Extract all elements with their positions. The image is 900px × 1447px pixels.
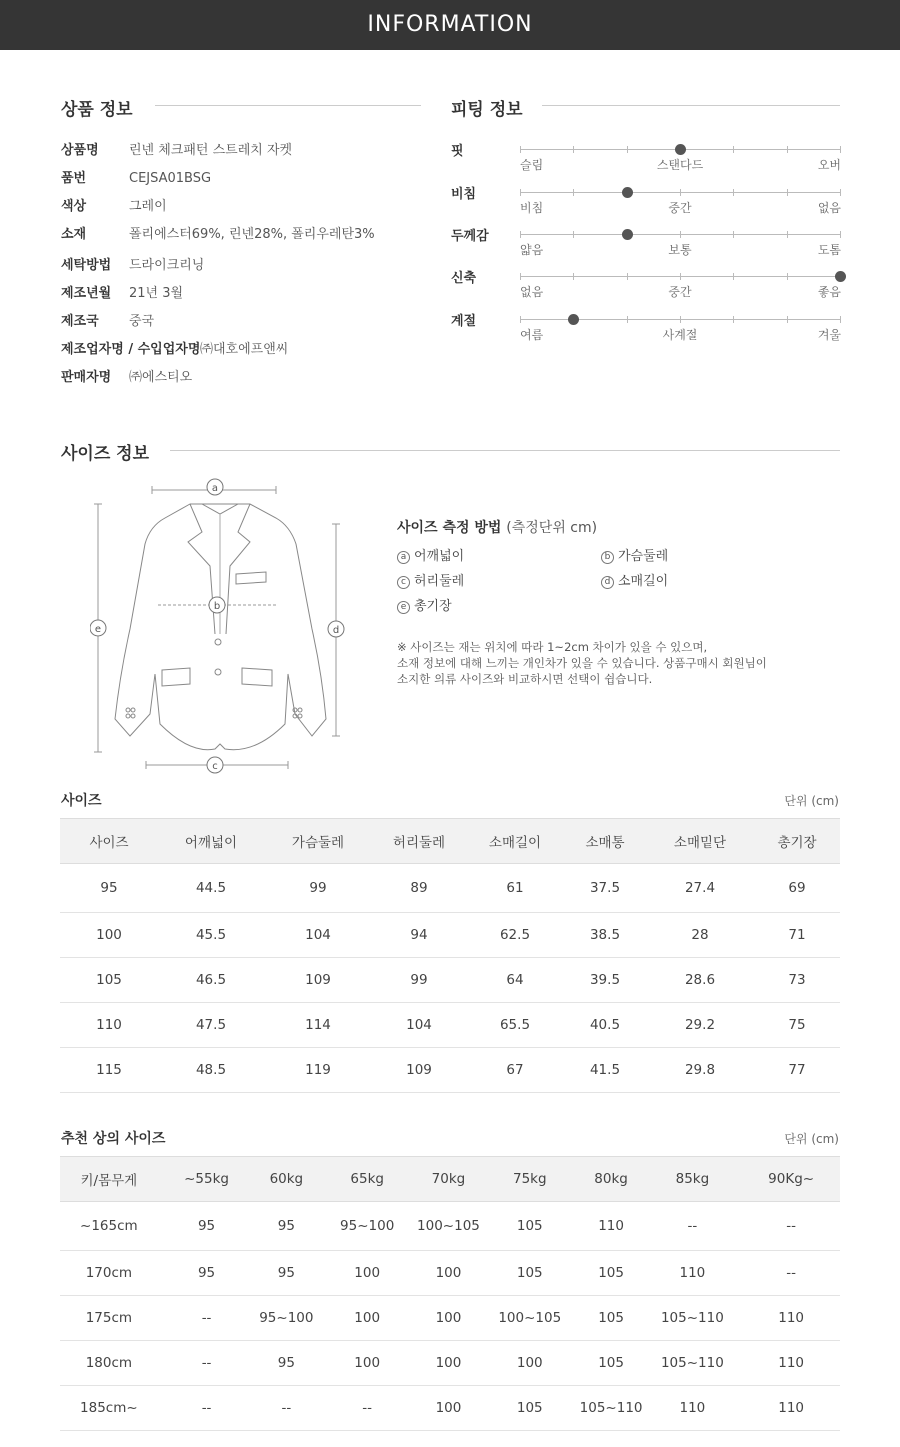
size-table-cell: 40.5 [564, 1003, 646, 1048]
size-table-header-cell: 총기장 [754, 819, 840, 864]
fitting-scale-tick [787, 146, 788, 153]
size-table-cell: 99 [372, 958, 466, 1003]
size-table-cell: 89 [372, 864, 466, 913]
product-info-row [61, 340, 421, 360]
size-table-cell: 119 [264, 1048, 372, 1093]
fitting-scale-tick [680, 316, 681, 323]
size-table-row [60, 1048, 840, 1093]
recommend-table-cell: 100 [417, 1296, 480, 1341]
product-info-value: ㈜대호에프앤씨 [200, 342, 289, 357]
size-table-unit: 단위 (cm) [784, 794, 839, 808]
size-info-title: 사이즈 정보 [61, 444, 150, 464]
fitting-scale-mid: 중간 [668, 285, 692, 299]
fitting-scale-tick [733, 231, 734, 238]
size-table-cell: 95 [60, 864, 158, 913]
recommend-table-cell: -- [158, 1386, 256, 1431]
size-table-cell: 28 [646, 913, 754, 958]
size-table-cell: 41.5 [564, 1048, 646, 1093]
diagram-mark-c: c [212, 761, 218, 772]
size-table-cell: 75 [754, 1003, 840, 1048]
size-table-row [60, 1003, 840, 1048]
size-table-cell: 104 [264, 913, 372, 958]
fitting-label: 비침 [451, 187, 477, 202]
size-table-cell: 73 [754, 958, 840, 1003]
size-table-cell: 48.5 [158, 1048, 264, 1093]
recommend-table-cell: 95 [255, 1202, 317, 1251]
fitting-level-dot [622, 229, 633, 240]
recommend-table-cell: 100 [317, 1296, 417, 1341]
fitting-scale-tick [627, 146, 628, 153]
size-info-divider [170, 450, 840, 451]
size-table [60, 818, 840, 1093]
recommend-table-header-cell: 60kg [255, 1157, 317, 1202]
product-info-row [61, 197, 421, 217]
product-info-row [61, 141, 421, 161]
recommend-table-cell: 100 [317, 1251, 417, 1296]
fitting-row [451, 183, 841, 223]
recommend-table-cell: 100 [317, 1341, 417, 1386]
fitting-level-dot [568, 314, 579, 325]
product-info-value: 드라이크리닝 [129, 258, 205, 273]
measure-item [397, 545, 464, 564]
size-table-cell: 99 [264, 864, 372, 913]
recommend-table-cell: 105 [480, 1202, 580, 1251]
measure-item [397, 595, 452, 614]
product-info-value: 그레이 [129, 199, 167, 214]
product-info-value: 린넨 체크패턴 스트레치 자켓 [129, 143, 293, 158]
recommend-table-cell: ~165cm [60, 1202, 158, 1251]
fitting-row [451, 310, 841, 350]
fitting-scale-right: 도톰 [817, 243, 841, 257]
fitting-label: 핏 [451, 144, 464, 159]
recommend-table-row [60, 1251, 840, 1296]
measure-label: 총기장 [414, 599, 452, 614]
size-table-cell: 104 [372, 1003, 466, 1048]
size-note-line: ※ 사이즈는 재는 위치에 따라 1~2cm 차이가 있을 수 있으며, [397, 640, 708, 654]
recommend-table-cell: 100~105 [417, 1202, 480, 1251]
product-info-label: 상품명 [61, 143, 99, 158]
product-info-row [61, 312, 421, 332]
size-table-header-cell: 어깨넓이 [158, 819, 264, 864]
measure-mark: e [397, 601, 410, 614]
diagram-mark-a: a [211, 483, 219, 494]
fitting-scale-left: 여름 [520, 328, 544, 342]
product-info-value: CEJSA01BSG [129, 171, 212, 186]
size-table-cell: 77 [754, 1048, 840, 1093]
recommend-table-header-cell: 85kg [643, 1157, 743, 1202]
recommend-table-cell: 100 [417, 1386, 480, 1431]
fitting-scale-tick [787, 273, 788, 280]
size-table-cell: 62.5 [466, 913, 564, 958]
fitting-label: 두께감 [451, 229, 489, 244]
recommend-table-row [60, 1296, 840, 1341]
size-table-cell: 37.5 [564, 864, 646, 913]
product-info-row [61, 284, 421, 304]
recommend-table-cell: -- [158, 1296, 256, 1341]
fitting-scale-tick [680, 189, 681, 196]
size-table-header-cell: 소매통 [564, 819, 646, 864]
fitting-scale-tick [840, 231, 841, 238]
recommend-table-cell: -- [158, 1341, 256, 1386]
header-title: INFORMATION [367, 12, 533, 37]
recommend-table-cell: 100~105 [480, 1296, 580, 1341]
size-table-cell: 28.6 [646, 958, 754, 1003]
size-table-header-cell: 소매길이 [466, 819, 564, 864]
product-info-label: 색상 [61, 199, 87, 214]
size-table-cell: 71 [754, 913, 840, 958]
size-table-title: 사이즈 [61, 793, 102, 809]
fitting-scale-right: 오버 [817, 158, 841, 172]
jacket-diagram [90, 474, 360, 774]
recommend-table-cell: -- [255, 1386, 317, 1431]
product-info-title: 상품 정보 [61, 100, 133, 120]
fitting-scale-tick [520, 189, 521, 196]
size-table-cell: 115 [60, 1048, 158, 1093]
recommend-table-header-cell: 70kg [417, 1157, 480, 1202]
fitting-scale-tick [520, 273, 521, 280]
fitting-scale-tick [520, 146, 521, 153]
size-table-row [60, 864, 840, 913]
recommend-table-cell: 105 [580, 1251, 643, 1296]
fitting-scale-tick [573, 273, 574, 280]
fitting-scale-tick [787, 316, 788, 323]
size-note-line: 소재 정보에 대해 느끼는 개인차가 있을 수 있습니다. 상품구매시 회원님이 [397, 656, 767, 670]
product-info-divider [155, 105, 421, 106]
fitting-scale-tick [573, 189, 574, 196]
size-table-cell: 94 [372, 913, 466, 958]
product-info-row [61, 368, 421, 388]
recommend-table-header-cell: 90Kg~ [742, 1157, 840, 1202]
fitting-scale-tick [573, 146, 574, 153]
recommend-table-cell: 110 [742, 1386, 840, 1431]
product-info-value: ㈜에스티오 [129, 370, 193, 385]
fitting-level-dot [675, 144, 686, 155]
product-info-value: 중국 [129, 314, 155, 329]
product-info-label: 품번 [61, 171, 87, 186]
recommend-table-cell: 105~110 [580, 1386, 643, 1431]
fitting-label: 계절 [451, 314, 477, 329]
fitting-level-dot [835, 271, 846, 282]
recommend-table-cell: -- [643, 1202, 743, 1251]
fitting-scale-tick [840, 189, 841, 196]
recommend-table-cell: 100 [417, 1251, 480, 1296]
recommend-table-cell: 95 [255, 1341, 317, 1386]
measure-label: 허리둘레 [414, 574, 465, 589]
recommend-table-cell: 110 [643, 1251, 743, 1296]
measure-mark: d [601, 576, 614, 589]
fitting-info-divider [542, 105, 840, 106]
size-table-cell: 64 [466, 958, 564, 1003]
size-table-cell: 105 [60, 958, 158, 1003]
fitting-label: 신축 [451, 271, 477, 286]
fitting-scale-tick [840, 146, 841, 153]
recommend-table-row [60, 1202, 840, 1251]
recommend-table-cell: 105 [580, 1296, 643, 1341]
size-table-cell: 110 [60, 1003, 158, 1048]
product-info-label: 제조국 [61, 314, 99, 329]
diagram-mark-d: d [332, 625, 340, 636]
fitting-scale-tick [627, 273, 628, 280]
fitting-scale-track [520, 319, 840, 320]
recommend-table-cell: 110 [742, 1296, 840, 1341]
size-table-cell: 61 [466, 864, 564, 913]
product-info-value: 폴리에스터69%, 린넨28%, 폴리우레탄3% [129, 227, 375, 242]
recommend-table-cell: 95~100 [255, 1296, 317, 1341]
fitting-scale-tick [733, 316, 734, 323]
product-info-row [61, 256, 421, 276]
product-info-label: 세탁방법 [61, 258, 112, 273]
diagram-mark-b: b [213, 601, 221, 612]
size-note [397, 639, 767, 687]
size-table-cell: 27.4 [646, 864, 754, 913]
recommend-table-unit: 단위 (cm) [784, 1132, 839, 1146]
recommend-table-title: 추천 상의 사이즈 [61, 1131, 166, 1147]
fitting-scale-left: 비침 [520, 201, 544, 215]
size-note-line: 소지한 의류 사이즈와 비교하시면 선택이 쉽습니다. [397, 672, 653, 686]
size-table-cell: 29.2 [646, 1003, 754, 1048]
fitting-scale-mid: 스탠다드 [656, 158, 704, 172]
size-table-cell: 47.5 [158, 1003, 264, 1048]
fitting-scale-tick [680, 273, 681, 280]
fitting-scale-right: 없음 [817, 201, 841, 215]
size-table-cell: 109 [372, 1048, 466, 1093]
size-table-cell: 29.8 [646, 1048, 754, 1093]
size-table-cell: 69 [754, 864, 840, 913]
size-table-cell: 100 [60, 913, 158, 958]
recommend-table-cell: 95 [255, 1251, 317, 1296]
fitting-scale-tick [787, 189, 788, 196]
fitting-scale-right: 겨울 [817, 328, 841, 342]
recommend-table-header-cell: 75kg [480, 1157, 580, 1202]
fitting-scale-tick [680, 231, 681, 238]
size-table-cell: 67 [466, 1048, 564, 1093]
fitting-row [451, 267, 841, 307]
measure-label: 소매길이 [618, 574, 669, 589]
fitting-row [451, 140, 841, 180]
measure-title: 사이즈 측정 방법 (측정단위 cm) [397, 520, 598, 536]
fitting-scale-tick [520, 231, 521, 238]
recommend-table-header-cell: 65kg [317, 1157, 417, 1202]
recommend-table-cell: -- [742, 1251, 840, 1296]
fitting-scale-mid: 보통 [668, 243, 692, 257]
product-info-value: 21년 3월 [129, 286, 184, 301]
recommend-table-cell: 105 [480, 1386, 580, 1431]
fitting-info-title: 피팅 정보 [451, 100, 523, 120]
measure-mark: c [397, 576, 410, 589]
recommend-table-cell: 105 [480, 1251, 580, 1296]
recommend-table-header-cell: ~55kg [158, 1157, 256, 1202]
fitting-row [451, 225, 841, 265]
fitting-scale-track [520, 192, 840, 193]
recommend-table-cell: 100 [480, 1341, 580, 1386]
fitting-scale-track [520, 276, 840, 277]
size-table-cell: 39.5 [564, 958, 646, 1003]
fitting-scale-tick [733, 273, 734, 280]
fitting-scale-left: 없음 [520, 285, 544, 299]
fitting-scale-tick [573, 231, 574, 238]
fitting-scale-mid: 사계절 [662, 328, 698, 342]
size-table-header-cell: 허리둘레 [372, 819, 466, 864]
size-table-header-cell: 소매밑단 [646, 819, 754, 864]
recommend-table-cell: 110 [643, 1386, 743, 1431]
fitting-scale-left: 슬림 [520, 158, 544, 172]
size-table-cell: 46.5 [158, 958, 264, 1003]
recommend-table-cell: 95 [158, 1251, 256, 1296]
size-table-cell: 45.5 [158, 913, 264, 958]
recommend-table-header-cell: 키/몸무게 [60, 1157, 158, 1202]
product-info-label: 제조업자명 / 수입업자명 [61, 342, 201, 357]
recommend-table-cell: 105~110 [643, 1296, 743, 1341]
fitting-level-dot [622, 187, 633, 198]
fitting-scale-mid: 중간 [668, 201, 692, 215]
recommend-table-cell: 110 [742, 1341, 840, 1386]
size-table-cell: 109 [264, 958, 372, 1003]
size-table-row [60, 913, 840, 958]
recommend-table-cell: 170cm [60, 1251, 158, 1296]
fitting-scale-tick [787, 231, 788, 238]
recommend-table-cell: 100 [417, 1341, 480, 1386]
size-table-row [60, 958, 840, 1003]
recommend-table-row [60, 1386, 840, 1431]
size-table-cell: 65.5 [466, 1003, 564, 1048]
recommend-table-cell: -- [317, 1386, 417, 1431]
header-bar [0, 0, 900, 50]
recommend-table-cell: 185cm~ [60, 1386, 158, 1431]
size-table-cell: 44.5 [158, 864, 264, 913]
fitting-scale-tick [520, 316, 521, 323]
recommend-table-cell: 110 [580, 1202, 643, 1251]
measure-unit: (측정단위 cm) [506, 520, 598, 536]
recommend-table-cell: 95~100 [317, 1202, 417, 1251]
size-table-cell: 114 [264, 1003, 372, 1048]
recommend-table-cell: 175cm [60, 1296, 158, 1341]
product-info-row [61, 225, 421, 245]
fitting-scale-track [520, 149, 840, 150]
recommend-table-cell: 105 [580, 1341, 643, 1386]
measure-mark: b [601, 551, 614, 564]
size-table-header-cell: 가슴둘레 [264, 819, 372, 864]
diagram-mark-e: e [94, 624, 102, 635]
fitting-scale-right: 좋음 [817, 285, 841, 299]
recommend-table-cell: 95 [158, 1202, 256, 1251]
fitting-scale-track [520, 234, 840, 235]
measure-mark: a [397, 551, 410, 564]
product-info-label: 제조년월 [61, 286, 112, 301]
recommend-table [60, 1156, 840, 1431]
fitting-scale-tick [733, 146, 734, 153]
size-table-cell: 38.5 [564, 913, 646, 958]
recommend-table-row [60, 1341, 840, 1386]
measure-item [601, 545, 668, 564]
recommend-table-cell: 180cm [60, 1341, 158, 1386]
product-info-label: 소재 [61, 227, 87, 242]
recommend-table-cell: 105~110 [643, 1341, 743, 1386]
product-info-label: 판매자명 [61, 370, 112, 385]
recommend-table-cell: -- [742, 1202, 840, 1251]
fitting-scale-left: 얇음 [520, 243, 544, 257]
measure-item [397, 570, 464, 589]
fitting-scale-tick [840, 316, 841, 323]
size-table-header-cell: 사이즈 [60, 819, 158, 864]
fitting-scale-tick [627, 316, 628, 323]
fitting-scale-tick [733, 189, 734, 196]
measure-item [601, 570, 668, 589]
recommend-table-header-cell: 80kg [580, 1157, 643, 1202]
product-info-row [61, 169, 421, 189]
measure-label: 어깨넓이 [414, 549, 465, 564]
measure-label: 가슴둘레 [618, 549, 669, 564]
